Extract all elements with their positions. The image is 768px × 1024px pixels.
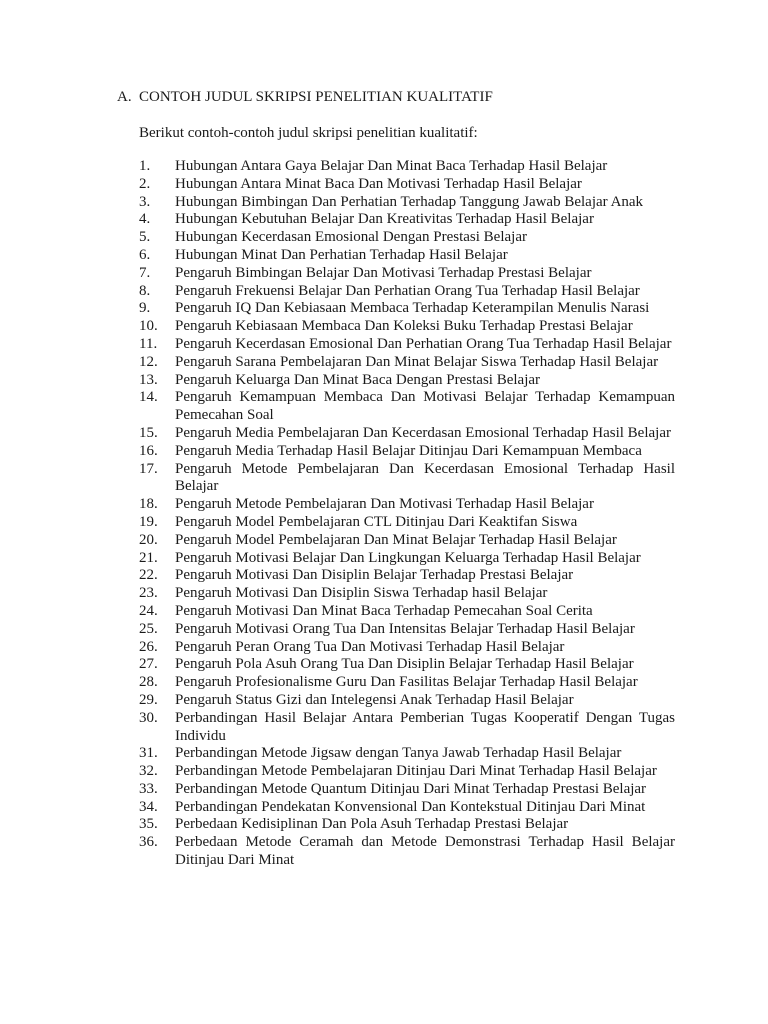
list-item-number: 29. <box>139 691 158 708</box>
list-item-text: Pengaruh Motivasi Orang Tua Dan Intensitas Belajar Terhadap Hasil Belajar <box>175 620 635 637</box>
list-item-text: Perbedaan Metode Ceramah dan Metode Demonstrasi Terhadap Hasil Belajar Ditinjau Dari Minat <box>175 834 675 869</box>
list-item-number: 33. <box>139 780 158 797</box>
list-item <box>0 158 768 176</box>
list-item-number: 8. <box>139 282 151 299</box>
list-item-number: 10. <box>139 318 158 335</box>
list-item <box>0 265 768 283</box>
list-item <box>0 461 768 497</box>
intro-paragraph: Berikut contoh-contoh judul skripsi penelitian kualitatif: <box>139 125 478 141</box>
list-item-text: Perbandingan Hasil Belajar Antara Pemberian Tugas Kooperatif Dengan Tugas Individu <box>175 709 675 744</box>
list-item <box>0 336 768 354</box>
list-item-number: 18. <box>139 496 158 513</box>
list-item-text: Pengaruh Peran Orang Tua Dan Motivasi Terhadap Hasil Belajar <box>175 638 565 655</box>
list-item-number: 19. <box>139 513 158 530</box>
list-item-text: Pengaruh Metode Pembelajaran Dan Kecerdasan Emosional Terhadap Hasil Belajar <box>175 460 675 495</box>
list-item <box>0 229 768 247</box>
list-item <box>0 318 768 336</box>
list-item <box>0 603 768 621</box>
list-item-number: 7. <box>139 264 151 281</box>
list-item-number: 21. <box>139 549 158 566</box>
list-item <box>0 816 768 834</box>
list-item <box>0 585 768 603</box>
list-item-text: Pengaruh Motivasi Dan Disiplin Siswa Terhadap hasil Belajar <box>175 585 548 602</box>
list-item-text: Perbandingan Metode Quantum Ditinjau Dari Minat Terhadap Prestasi Belajar <box>175 780 647 797</box>
list-item-number: 6. <box>139 246 151 263</box>
list-item-text: Pengaruh Model Pembelajaran CTL Ditinjau Dari Keaktifan Siswa <box>175 513 578 530</box>
list-item-text: Hubungan Kebutuhan Belajar Dan Kreativitas Terhadap Hasil Belajar <box>175 211 594 228</box>
list-item-text: Pengaruh Kecerdasan Emosional Dan Perhatian Orang Tua Terhadap Hasil Belajar <box>175 335 672 352</box>
list-item-number: 11. <box>139 335 158 352</box>
list-item-text: Pengaruh Metode Pembelajaran Dan Motivasi Terhadap Hasil Belajar <box>175 496 594 513</box>
list-item-number: 26. <box>139 638 158 655</box>
list-item-number: 1. <box>139 158 151 174</box>
list-item <box>0 834 768 870</box>
list-item-number: 27. <box>139 656 158 673</box>
list-item-number: 30. <box>139 709 158 726</box>
list-item-number: 4. <box>139 211 151 228</box>
list-item <box>0 639 768 657</box>
list-item-text: Pengaruh Sarana Pembelajaran Dan Minat Belajar Siswa Terhadap Hasil Belajar <box>175 353 659 370</box>
list-item-number: 20. <box>139 531 158 548</box>
list-item-text: Pengaruh Kebiasaan Membaca Dan Koleksi Buku Terhadap Prestasi Belajar <box>175 318 633 335</box>
list-item-text: Pengaruh Motivasi Dan Minat Baca Terhadap Pemecahan Soal Cerita <box>175 602 593 619</box>
section-letter: A. <box>117 89 132 105</box>
list-item-number: 22. <box>139 567 158 584</box>
list-item-number: 12. <box>139 353 158 370</box>
list-item <box>0 176 768 194</box>
list-item-number: 13. <box>139 371 158 388</box>
list-item <box>0 194 768 212</box>
list-item-text: Perbandingan Pendekatan Konvensional Dan Kontekstual Ditinjau Dari Minat <box>175 798 646 815</box>
list-item <box>0 443 768 461</box>
list-item <box>0 567 768 585</box>
list-item-text: Perbandingan Metode Pembelajaran Ditinjau Dari Minat Terhadap Hasil Belajar <box>175 763 657 780</box>
list-item <box>0 656 768 674</box>
list-item <box>0 496 768 514</box>
list-item-text: Pengaruh Motivasi Dan Disiplin Belajar Terhadap Prestasi Belajar <box>175 567 574 584</box>
list-item <box>0 710 768 746</box>
list-item-number: 35. <box>139 816 158 833</box>
list-item-text: Pengaruh Profesionalisme Guru Dan Fasilitas Belajar Terhadap Hasil Belajar <box>175 674 638 691</box>
list-item <box>0 389 768 425</box>
list-item <box>0 247 768 265</box>
list-item <box>0 372 768 390</box>
list-item <box>0 674 768 692</box>
list-item-number: 36. <box>139 834 158 851</box>
list-item-text: Hubungan Minat Dan Perhatian Terhadap Hasil Belajar <box>175 246 508 263</box>
list-item-text: Hubungan Bimbingan Dan Perhatian Terhadap Tanggung Jawab Belajar Anak <box>175 193 644 210</box>
list-item-number: 14. <box>139 389 158 406</box>
list-item-text: Perbandingan Metode Jigsaw dengan Tanya Jawab Terhadap Hasil Belajar <box>175 745 622 762</box>
list-item-number: 34. <box>139 798 158 815</box>
list-item <box>0 211 768 229</box>
list-item-text: Pengaruh Model Pembelajaran Dan Minat Belajar Terhadap Hasil Belajar <box>175 531 617 548</box>
list-item <box>0 799 768 817</box>
list-item-number: 16. <box>139 442 158 459</box>
list-item <box>0 692 768 710</box>
list-item-number: 9. <box>139 300 151 317</box>
list-item <box>0 283 768 301</box>
list-item-text: Pengaruh Pola Asuh Orang Tua Dan Disiplin Belajar Terhadap Hasil Belajar <box>175 656 634 673</box>
list-item-number: 25. <box>139 620 158 637</box>
list-item-text: Pengaruh Bimbingan Belajar Dan Motivasi Terhadap Prestasi Belajar <box>175 264 592 281</box>
list-item-text: Hubungan Kecerdasan Emosional Dengan Prestasi Belajar <box>175 229 527 246</box>
list-item <box>0 781 768 799</box>
list-item <box>0 354 768 372</box>
list-item-text: Pengaruh Keluarga Dan Minat Baca Dengan Prestasi Belajar <box>175 371 541 388</box>
list-item-text: Pengaruh Kemampuan Membaca Dan Motivasi Belajar Terhadap Kemampuan Pemecahan Soal <box>175 389 675 424</box>
list-item-text: Hubungan Antara Minat Baca Dan Motivasi Terhadap Hasil Belajar <box>175 175 582 192</box>
list-item <box>0 763 768 781</box>
list-item-number: 28. <box>139 674 158 691</box>
list-item-number: 31. <box>139 745 158 762</box>
list-item-text: Pengaruh Frekuensi Belajar Dan Perhatian Orang Tua Terhadap Hasil Belajar <box>175 282 640 299</box>
list-item <box>0 621 768 639</box>
list-item <box>0 532 768 550</box>
list-item-text: Pengaruh Status Gizi dan Intelegensi Anak Terhadap Hasil Belajar <box>175 691 574 708</box>
list-item-number: 32. <box>139 763 158 780</box>
list-item-text: Pengaruh IQ Dan Kebiasaan Membaca Terhadap Keterampilan Menulis Narasi <box>175 300 650 317</box>
title-list <box>0 158 768 870</box>
list-item-text: Pengaruh Media Terhadap Hasil Belajar Ditinjau Dari Kemampuan Membaca <box>175 442 642 459</box>
list-item-text: Pengaruh Motivasi Belajar Dan Lingkungan Keluarga Terhadap Hasil Belajar <box>175 549 641 566</box>
section-heading <box>117 88 493 106</box>
list-item <box>0 745 768 763</box>
section-title: CONTOH JUDUL SKRIPSI PENELITIAN KUALITATIF <box>139 89 493 105</box>
list-item-number: 23. <box>139 585 158 602</box>
list-item <box>0 425 768 443</box>
list-item <box>0 514 768 532</box>
list-item-text: Perbedaan Kedisiplinan Dan Pola Asuh Terhadap Prestasi Belajar <box>175 816 569 833</box>
list-item-number: 5. <box>139 229 151 246</box>
list-item-number: 17. <box>139 460 158 477</box>
list-item-number: 3. <box>139 193 151 210</box>
list-item <box>0 550 768 568</box>
list-item-number: 15. <box>139 424 158 441</box>
list-item-number: 24. <box>139 602 158 619</box>
list-item-number: 2. <box>139 175 151 192</box>
list-item-text: Pengaruh Media Pembelajaran Dan Kecerdasan Emosional Terhadap Hasil Belajar <box>175 424 671 441</box>
list-item <box>0 300 768 318</box>
list-item-text: Hubungan Antara Gaya Belajar Dan Minat Baca Terhadap Hasil Belajar <box>175 158 608 174</box>
